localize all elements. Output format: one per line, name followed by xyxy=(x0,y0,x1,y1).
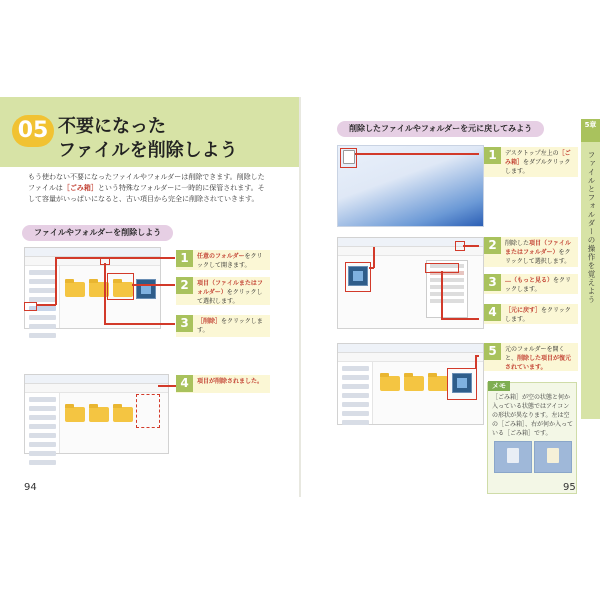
left-page xyxy=(0,97,299,497)
memo-box xyxy=(487,382,577,494)
highlight-selected-item xyxy=(107,273,134,300)
lead-text-tail: という特殊なフォルダーに一時的に保管されます。そして容量がいっぱいになると、古い項目から完全に削除されていきます。 xyxy=(28,184,265,203)
step-number: 2 xyxy=(176,277,193,294)
desktop-screenshot xyxy=(337,145,484,227)
step-2 xyxy=(176,277,270,305)
step-r2 xyxy=(484,237,578,267)
step-r1 xyxy=(484,147,578,177)
step-text: 元のフォルダーを開くと、削除した項目が復元されています。 xyxy=(505,346,572,371)
step-text: 項目（ファイルまたはフォルダー）をクリックして選択します。 xyxy=(197,280,263,305)
chapter-side-tab xyxy=(581,119,600,419)
step-number: 2 xyxy=(484,237,501,254)
highlight-recycle-bin xyxy=(340,148,357,168)
step-text: 項目が削除されました。 xyxy=(197,378,264,385)
lead-text: もう使わない不要になったファイルやフォルダーは削除できます。削除したファイルは xyxy=(28,173,265,192)
step-number: 3 xyxy=(176,315,193,332)
chapter-label: 5章 xyxy=(581,119,600,142)
step-number: 4 xyxy=(176,375,193,392)
step-r5 xyxy=(484,343,578,371)
section-title-line2: ファイルを削除しよう xyxy=(58,140,238,161)
step-text: 任意のフォルダーをクリックして開きます。 xyxy=(197,253,263,269)
step-text: ［元に戻す］をクリックします。 xyxy=(505,307,571,323)
subsection-heading: 削除したファイルやフォルダーを元に戻してみよう xyxy=(337,121,544,137)
section-title-line1: 不要になった xyxy=(58,116,166,137)
step-text: …（もっと見る）をクリックします。 xyxy=(505,277,572,293)
section-header xyxy=(0,97,299,167)
lead-paragraph xyxy=(28,172,268,205)
step-text: デスクトップ左上の［ごみ箱］をダブルクリックします。 xyxy=(505,150,571,175)
step-r3 xyxy=(484,274,578,294)
step-3 xyxy=(176,315,270,337)
highlight-restored-item xyxy=(447,368,477,400)
subsection-heading: ファイルやフォルダーを削除しよう xyxy=(22,225,173,241)
step-text: ［削除］をクリックします。 xyxy=(197,318,263,334)
chapter-title-vertical: ファイルとフォルダーの操作を覚えよう xyxy=(587,151,596,304)
page-number: 94 xyxy=(24,482,37,493)
section-title xyxy=(58,115,238,163)
step-text: 削除した項目（ファイルまたはフォルダー）をクリックして選択します。 xyxy=(505,240,571,265)
highlight-deleted-item xyxy=(345,262,371,292)
step-1 xyxy=(176,250,270,270)
lead-highlight: ［ごみ箱］ xyxy=(62,184,98,192)
page-number: 95 xyxy=(563,482,576,493)
step-number: 1 xyxy=(176,250,193,267)
right-page xyxy=(301,97,600,497)
explorer-screenshot xyxy=(24,247,161,329)
book-spread xyxy=(0,97,600,497)
step-r4 xyxy=(484,304,578,324)
memo-label: メモ xyxy=(488,381,510,391)
step-number: 1 xyxy=(484,147,501,164)
step-number: 3 xyxy=(484,274,501,291)
recycle-bin-empty-icon xyxy=(494,441,532,473)
memo-text: ［ごみ箱］が空の状態と何か入っている状態ではアイコンの形状が異なります。左は空の［ごみ箱］、右が何か入っている［ごみ箱］です。 xyxy=(492,394,574,437)
recycle-bin-full-icon xyxy=(534,441,572,473)
step-4 xyxy=(176,375,270,393)
step-number: 5 xyxy=(484,343,501,360)
highlight-deleted-slot xyxy=(136,394,160,428)
section-number-badge: 05 xyxy=(12,115,54,147)
step-number: 4 xyxy=(484,304,501,321)
